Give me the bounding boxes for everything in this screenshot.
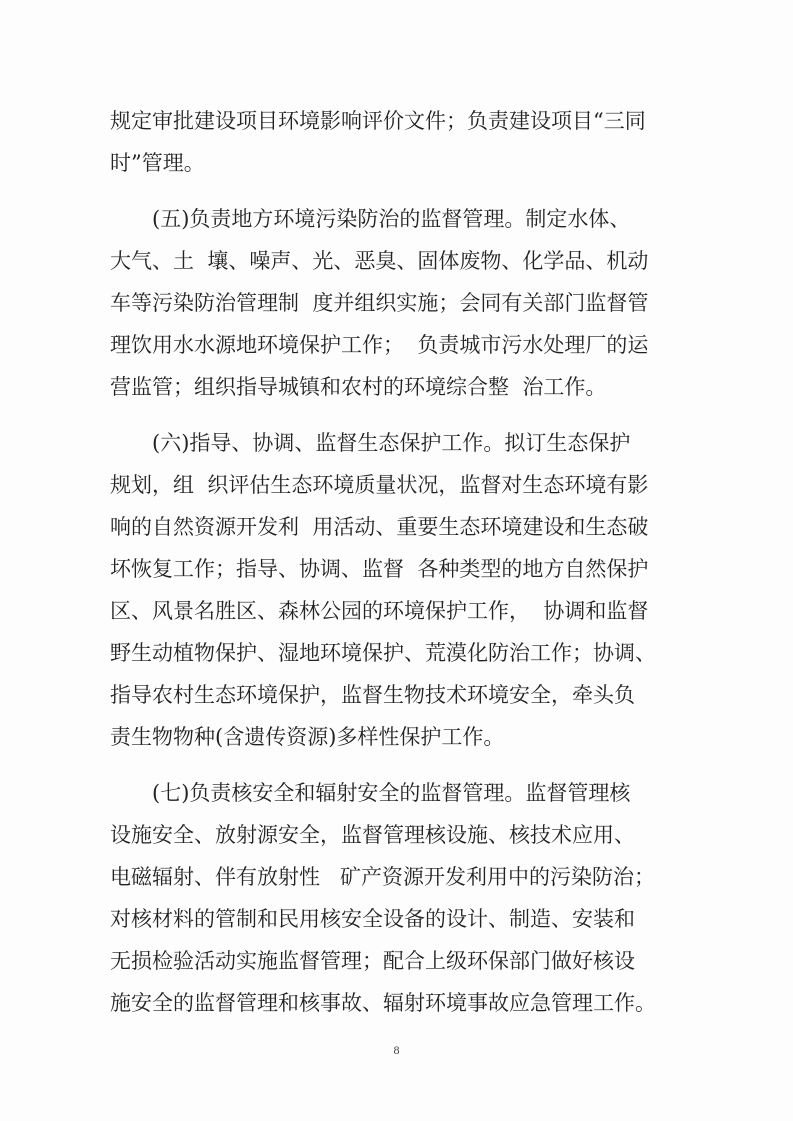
text-line: 责生物物种(含遗传资源)多样性保护工作。 [110, 725, 505, 749]
text-line: (五)负责地方环境污染防治的监督管理。制定水体、 [110, 207, 631, 231]
text-line: 设施安全、放射源安全，监督管理核设施、核技术应用、 [110, 823, 635, 847]
text-line: (六)指导、协调、监督生态保护工作。拟订生态保护 [110, 431, 631, 455]
text-line: 时”管理。 [110, 151, 205, 175]
document-body [110, 100, 710, 1024]
text-line: 理饮用水水源地环境保护工作； 负责城市污水处理厂的运 [110, 333, 649, 357]
text-line: 电磁辐射、伴有放射性 矿产资源开发利用中的污染防治； [110, 865, 656, 889]
text-line: 区、风景名胜区、森林公园的环境保护工作， 协调和监督 [110, 599, 649, 623]
page-number: 8 [393, 1043, 400, 1057]
text-line: 规划，组 织评估生态环境质量状况，监督对生态环境有影 [110, 473, 649, 497]
paragraph-item-7 [110, 772, 710, 1024]
text-line: 车等污染防治管理制 度并组织实施；会同有关部门监督管 [110, 291, 649, 315]
text-line: 指导农村生态环境保护，监督生物技术环境安全，牵头负 [110, 683, 635, 707]
text-line: (七)负责核安全和辐射安全的监督管理。监督管理核 [110, 781, 631, 805]
text-line: 无损检验活动实施监督管理；配合上级环保部门做好核设 [110, 949, 635, 973]
text-line: 营监管；组织指导城镇和农村的环境综合整 治工作。 [110, 375, 607, 399]
paragraph-item-5 [110, 198, 710, 408]
text-line: 规定审批建设项目环境影响评价文件；负责建设项目“三同 [110, 109, 646, 133]
paragraph-item-6 [110, 422, 710, 758]
text-line: 坏恢复工作；指导、协调、监督 各种类型的地方自然保护 [110, 557, 649, 581]
paragraph-continuation [110, 100, 710, 184]
text-line: 响的自然资源开发利 用活动、重要生态环境建设和生态破 [110, 515, 649, 539]
text-line: 野生动植物保护、湿地环境保护、荒漠化防治工作；协调、 [110, 641, 656, 665]
text-line: 大气、土 壤、噪声、光、恶臭、固体废物、化学品、机动 [110, 249, 649, 273]
text-line: 对核材料的管制和民用核安全设备的设计、制造、安装和 [110, 907, 635, 931]
text-line: 施安全的监督管理和核事故、辐射环境事故应急管理工作。 [110, 991, 656, 1015]
